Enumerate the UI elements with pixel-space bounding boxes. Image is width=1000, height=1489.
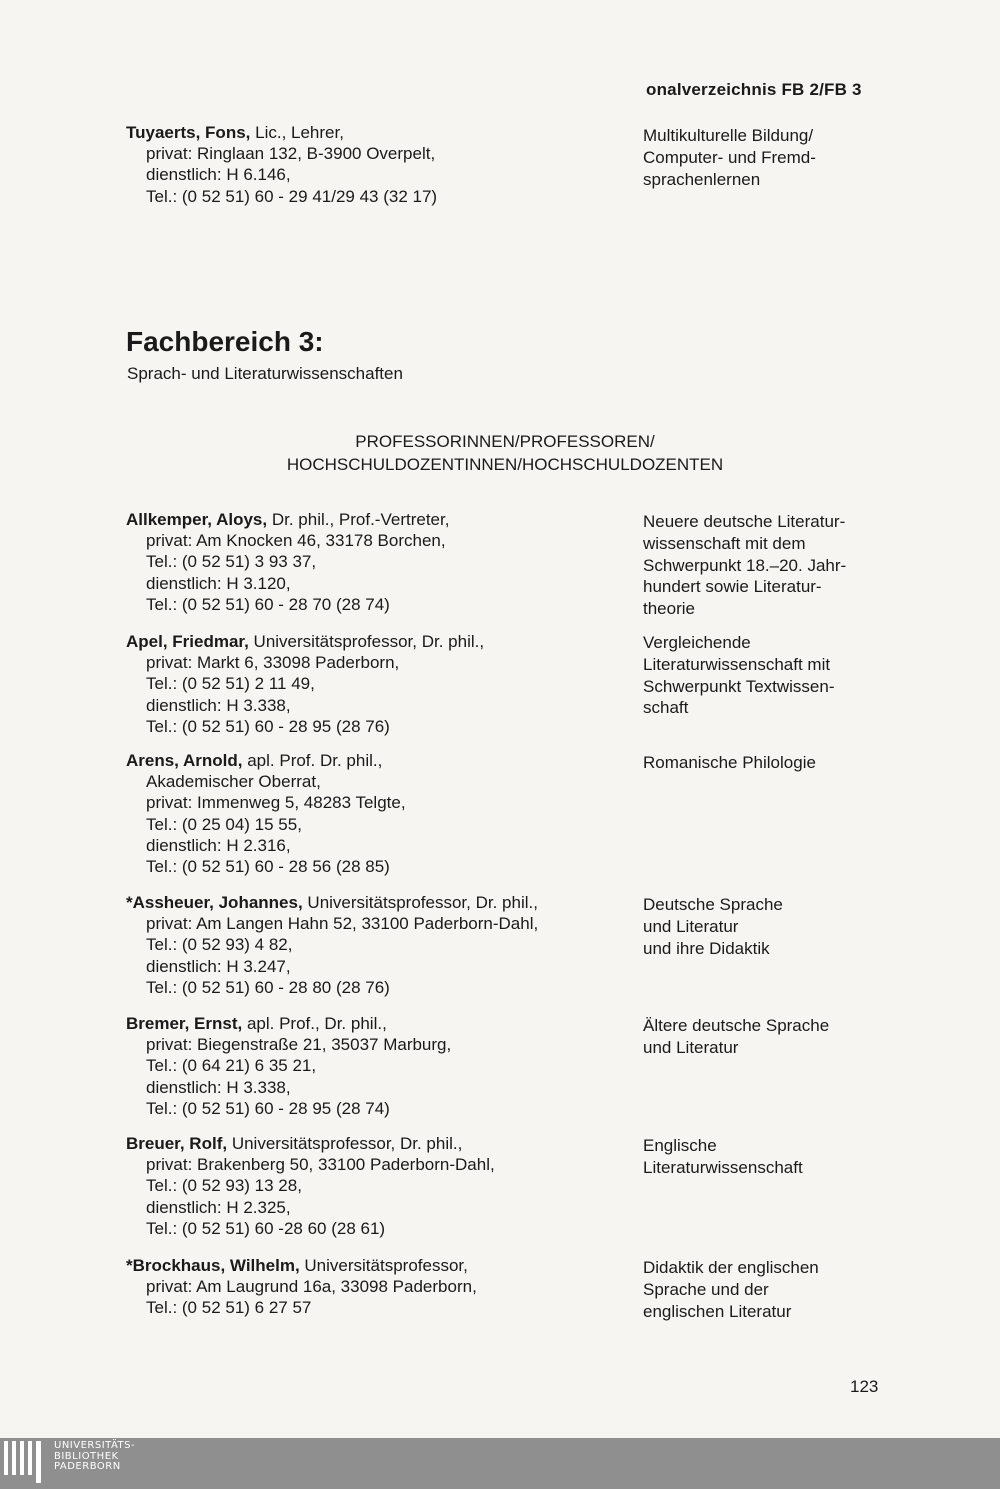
entry-title: Dr. phil., Prof.-Vertreter,: [267, 510, 450, 529]
entry-line: Tel.: (0 52 51) 60 - 29 41/29 43 (32 17): [146, 186, 438, 206]
entry-line: privat: Biegenstraße 21, 35037 Marburg,: [146, 1035, 452, 1055]
entry-name: Bremer, Ernst,: [126, 1014, 243, 1033]
entry-line: dienstlich: H 3.338,: [146, 1077, 291, 1097]
entry-name: Breuer, Rolf,: [126, 1134, 228, 1153]
entry-name: Arens, Arnold,: [126, 751, 243, 770]
entry-line: dienstlich: H 6.146,: [146, 165, 291, 185]
entry-subject: Multikulturelle Bildung/ Computer- und Fremd- sprachenlernen: [643, 126, 816, 189]
entry-subject: Didaktik der englischen Sprache und der englischen Literatur: [643, 1258, 819, 1321]
entry-title: Universitätsprofessor, Dr. phil.,: [302, 893, 538, 912]
directory-entry: [126, 750, 626, 877]
library-footer-bar: [0, 1438, 1000, 1489]
entry-subject: Englische Literaturwissenschaft: [643, 1136, 803, 1177]
entry-line: Tel.: (0 52 51) 60 - 28 95 (28 74): [146, 1098, 390, 1118]
directory-entry: [126, 1013, 626, 1119]
page-number: 123: [850, 1377, 879, 1396]
entry-line: privat: Immenweg 5, 48283 Telgte,: [146, 793, 406, 813]
entry-line: privat: Am Knocken 46, 33178 Borchen,: [146, 531, 446, 551]
entry-subject: Neuere deutsche Literatur- wissenschaft mit dem Schwerpunkt 18.–20. Jahr- hundert sowie Literatur- theorie: [643, 512, 847, 619]
entry-line: Tel.: (0 52 93) 13 28,: [146, 1176, 302, 1196]
directory-entry: [126, 122, 626, 207]
entry-title: Universitätsprofessor,: [299, 1256, 468, 1275]
entry-line: Tel.: (0 52 51) 3 93 37,: [146, 552, 317, 572]
directory-entry: [126, 509, 626, 615]
entry-title: apl. Prof. Dr. phil.,: [242, 751, 383, 770]
directory-entry: [126, 1133, 626, 1239]
entry-title: Lic., Lehrer,: [250, 123, 344, 142]
section-heading: PROFESSORINNEN/PROFESSOREN/ HOCHSCHULDOZENTINNEN/HOCHSCHULDOZENTEN: [286, 432, 724, 474]
entry-line: dienstlich: H 3.120,: [146, 573, 291, 593]
faculty-title: Fachbereich 3:: [126, 326, 324, 357]
entry-line: privat: Am Laugrund 16a, 33098 Paderborn,: [146, 1277, 477, 1297]
entry-line: privat: Ringlaan 132, B-3900 Overpelt,: [146, 144, 436, 164]
entry-line: dienstlich: H 3.338,: [146, 695, 291, 715]
directory-entry: [126, 1255, 626, 1319]
entry-name: Apel, Friedmar,: [126, 632, 249, 651]
entry-line: Tel.: (0 52 51) 6 27 57: [146, 1298, 312, 1318]
library-logo: [0, 1438, 200, 1489]
entry-name: *Assheuer, Johannes,: [126, 893, 303, 912]
entry-line: Tel.: (0 52 51) 60 -28 60 (28 61): [146, 1218, 386, 1238]
entry-name: Allkemper, Aloys,: [126, 510, 268, 529]
running-head: onalverzeichnis FB 2/FB 3: [646, 80, 862, 99]
faculty-subtitle: Sprach- und Literaturwissenschaften: [127, 364, 403, 383]
entry-subject: Ältere deutsche Sprache und Literatur: [643, 1016, 830, 1057]
entry-line: privat: Am Langen Hahn 52, 33100 Paderborn-Dahl,: [146, 914, 539, 934]
entry-title: apl. Prof., Dr. phil.,: [242, 1014, 387, 1033]
entry-title: Universitätsprofessor, Dr. phil.,: [227, 1134, 463, 1153]
entry-line: Tel.: (0 52 51) 60 - 28 70 (28 74): [146, 594, 390, 614]
entry-line: Tel.: (0 25 04) 15 55,: [146, 814, 302, 834]
entry-line: Tel.: (0 64 21) 6 35 21,: [146, 1056, 317, 1076]
entry-subject: Vergleichende Literaturwissenschaft mit Schwerpunkt Textwissen- schaft: [643, 633, 835, 718]
entry-line: Tel.: (0 52 51) 60 - 28 95 (28 76): [146, 716, 390, 736]
directory-entry: [126, 892, 626, 998]
entry-line: privat: Markt 6, 33098 Paderborn,: [146, 653, 400, 673]
directory-entry: [126, 631, 626, 737]
entry-line: dienstlich: H 2.316,: [146, 835, 291, 855]
entry-subject: Romanische Philologie: [643, 753, 816, 772]
entry-line: Tel.: (0 52 51) 60 - 28 56 (28 85): [146, 857, 390, 877]
entry-name: *Brockhaus, Wilhelm,: [126, 1256, 300, 1275]
entry-line: dienstlich: H 2.325,: [146, 1197, 291, 1217]
entry-line: Tel.: (0 52 93) 4 82,: [146, 935, 293, 955]
entry-name: Tuyaerts, Fons,: [126, 123, 251, 142]
entry-line: dienstlich: H 3.247,: [146, 956, 291, 976]
entry-subject: Deutsche Sprache und Literatur und ihre Didaktik: [643, 895, 783, 958]
entry-line: Akademischer Oberrat,: [146, 772, 321, 792]
entry-line: Tel.: (0 52 51) 2 11 49,: [146, 674, 315, 694]
entry-title: Universitätsprofessor, Dr. phil.,: [248, 632, 485, 651]
library-logo-icon: [4, 1441, 48, 1483]
entry-line: Tel.: (0 52 51) 60 - 28 80 (28 76): [146, 977, 390, 997]
entry-line: privat: Brakenberg 50, 33100 Paderborn-Dahl,: [146, 1155, 495, 1175]
library-logo-text: UNIVERSITÄTS- BIBLIOTHEK PADERBORN: [54, 1440, 136, 1472]
